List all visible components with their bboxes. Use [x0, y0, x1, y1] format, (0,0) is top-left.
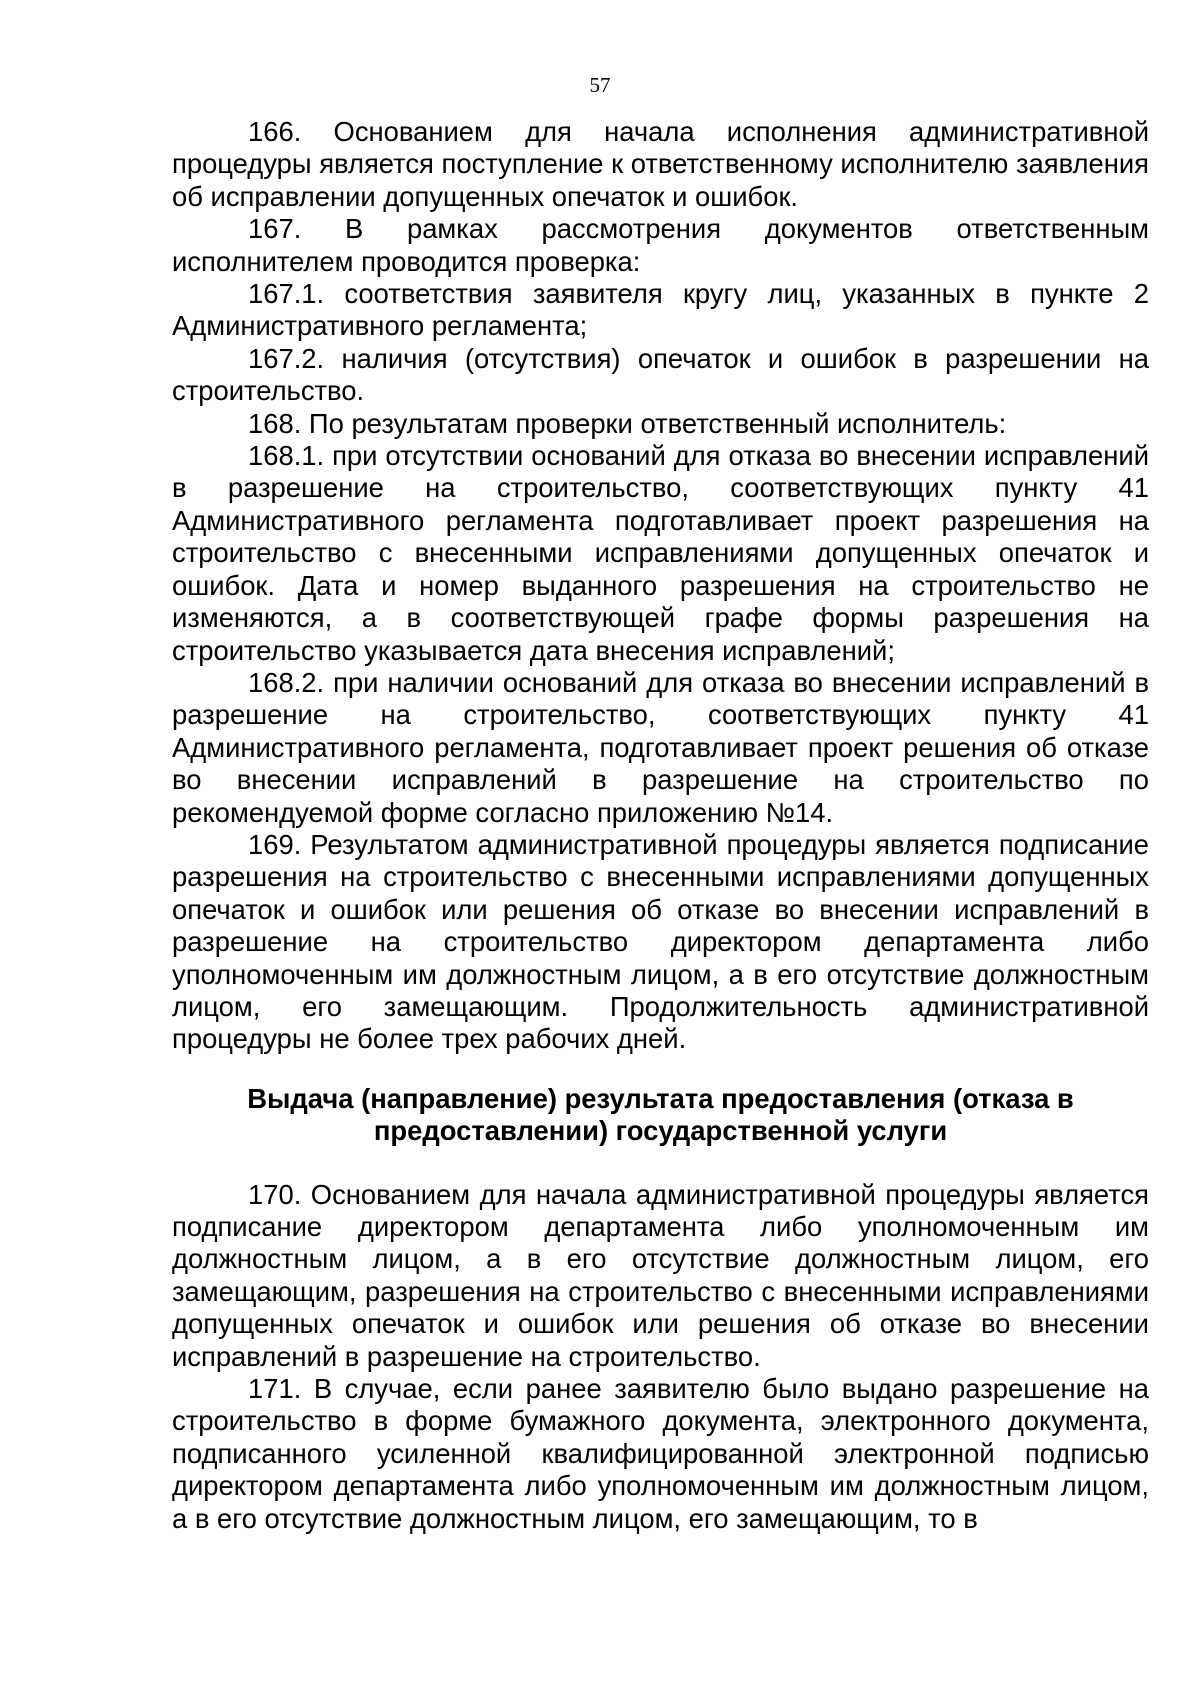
paragraph-168: 168. По результатам проверки ответственный исполнитель:	[248, 407, 1007, 439]
section-heading-line-1: Выдача (направление) результата предоставления (отказа в	[247, 1082, 1074, 1114]
paragraph-167-2: 167.2. наличия (отсутствия) опечаток и ошибок в разрешении на строительство.	[172, 342, 1149, 407]
paragraph-170: 170. Основанием для начала административной процедуры является подписание директором департамента либо уполномоченным им должностным лицом, а в его отсутствие должностным лицом, его замещающим, разрешения на строительство с внесенными исправлениями допущенных опечаток и ошибок или решения об отказе во внесении исправлений в разрешение на строительство.	[172, 1178, 1149, 1372]
paragraph-171: 171. В случае, если ранее заявителю было выдано разрешение на строительство в форме бумажного документа, электронного документа, подписанного усиленной квалифицированной электронной подписью директором департамента либо уполномоченным им должностным лицом, а в его отсутствие должностным лицом, его замещающим, то в	[172, 1373, 1149, 1534]
page-number: 57	[589, 73, 611, 97]
document-body	[172, 116, 1149, 1535]
paragraph-168-2: 168.2. при наличии оснований для отказа во внесении исправлений в разрешение на строительство, соответствующих пункту 41 Административного регламента, подготавливает проект решения об отказе во внесении исправлений в разрешение на строительство по рекомендуемой форме согласно приложению №14.	[172, 666, 1149, 828]
paragraph-169: 169. Результатом административной процедуры является подписание разрешения на строительство с внесенными исправлениями допущенных опечаток и ошибок или решения об отказе во внесении исправлений в разрешение на строительство директором департамента либо уполномоченным им должностным лицом, а в его отсутствие должностным лицом, его замещающим. Продолжительность административной процедуры не более трех рабочих дней.	[172, 828, 1149, 1055]
section-heading	[172, 1083, 1149, 1148]
paragraph-167: 167. В рамках рассмотрения документов ответственным исполнителем проводится проверка:	[172, 213, 1149, 277]
paragraph-166: 166. Основанием для начала исполнения административной процедуры является поступление к ответственному исполнителю заявления об исправлении допущенных опечаток и ошибок.	[172, 116, 1149, 212]
paragraph-168-1: 168.1. при отсутствии оснований для отказа во внесении исправлений в разрешение на строительство, соответствующих пункту 41 Административного регламента подготавливает проект разрешения на строительство с внесенными исправлениями допущенных опечаток и ошибок. Дата и номер выданного разрешения на строительство не изменяются, а в соответствующей графе формы разрешения на строительство указывается дата внесения исправлений;	[172, 440, 1149, 666]
paragraph-167-1: 167.1. соответствия заявителя кругу лиц, указанных в пункте 2 Административного регламента;	[172, 278, 1149, 342]
section-heading-line-2: предоставлении) государственной услуги	[373, 1115, 948, 1147]
